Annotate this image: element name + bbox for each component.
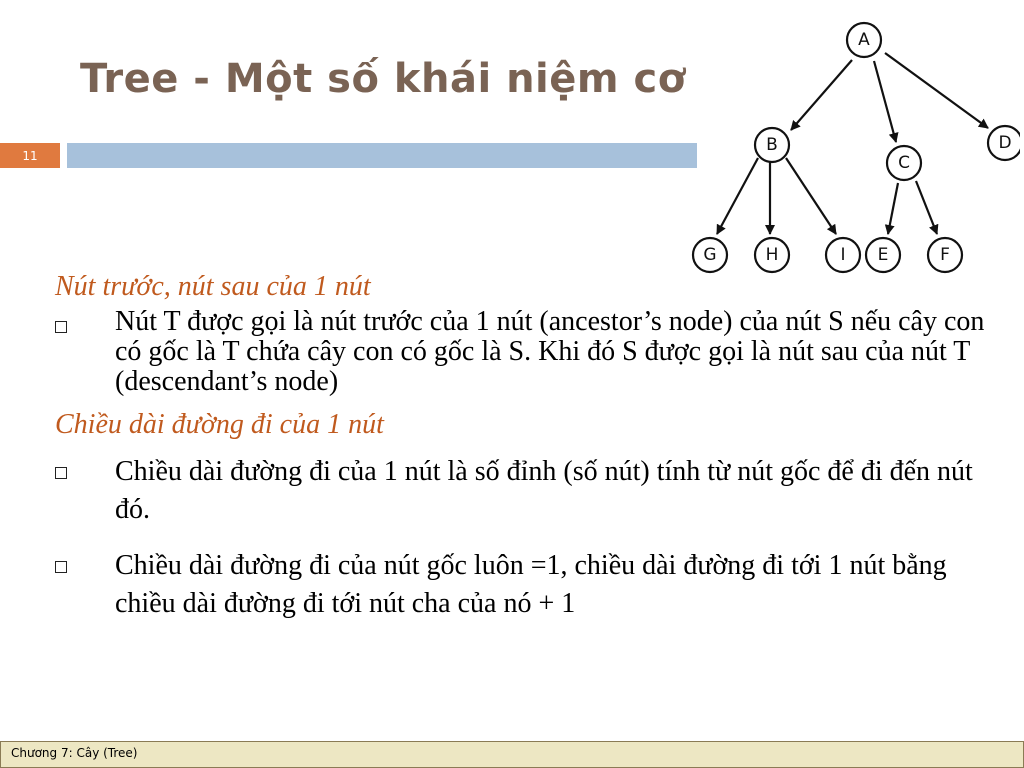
header-bar — [67, 143, 697, 168]
bullet-path-length-text: Chiều dài đường đi của 1 nút là số đỉnh (số nút) tính từ nút gốc để đi đến nút đó. — [115, 456, 973, 525]
edge-a-d — [885, 53, 988, 128]
bullet-square-icon — [55, 561, 67, 573]
tree-diagram — [690, 15, 1020, 295]
slide-number: 11 — [0, 143, 60, 168]
slide-title: Tree - Một số khái niệm cơ — [80, 56, 686, 102]
bullet-root-path-text: Chiều dài đường đi của nút gốc luôn =1, chiều dài đường đi tới 1 nút bằng chiều dài đường đi tới nút cha của nó + 1 — [115, 550, 947, 619]
bullet-ancestor — [55, 307, 995, 397]
node-h-label: H — [765, 245, 779, 265]
edge-c-e — [888, 183, 898, 234]
edge-c-f — [916, 181, 937, 234]
bullet-ancestor-text: Nút T được gọi là nút trước của 1 nút (ancestor’s node) của nút S nếu cây con có gốc là T chứa cây con có gốc là S. Khi đó S được gọi là nút sau của nút T (descendant’s node) — [115, 306, 985, 397]
edge-b-g — [717, 158, 758, 234]
edge-b-i — [786, 158, 836, 234]
node-e-label: E — [877, 245, 889, 265]
section-heading-ancestor: Nút trước, nút sau của 1 nút — [55, 271, 371, 302]
footer-bar — [0, 741, 1024, 768]
node-c-label: C — [898, 153, 910, 173]
edge-a-c — [874, 61, 896, 142]
node-i-label: I — [840, 245, 846, 265]
bullet-root-path — [55, 547, 995, 623]
node-g-label: G — [703, 245, 717, 265]
slide-content — [55, 265, 985, 623]
node-f-label: F — [940, 245, 950, 265]
node-b-label: B — [766, 135, 778, 155]
edge-a-b — [791, 60, 852, 130]
node-d-label: D — [998, 133, 1012, 153]
bullet-path-length — [55, 453, 995, 529]
bullet-square-icon — [55, 467, 67, 479]
section-heading-path-length: Chiều dài đường đi của 1 nút — [55, 409, 384, 440]
node-a-label: A — [858, 30, 870, 50]
bullet-square-icon — [55, 321, 67, 333]
footer-text: Chương 7: Cây (Tree) — [11, 746, 138, 760]
